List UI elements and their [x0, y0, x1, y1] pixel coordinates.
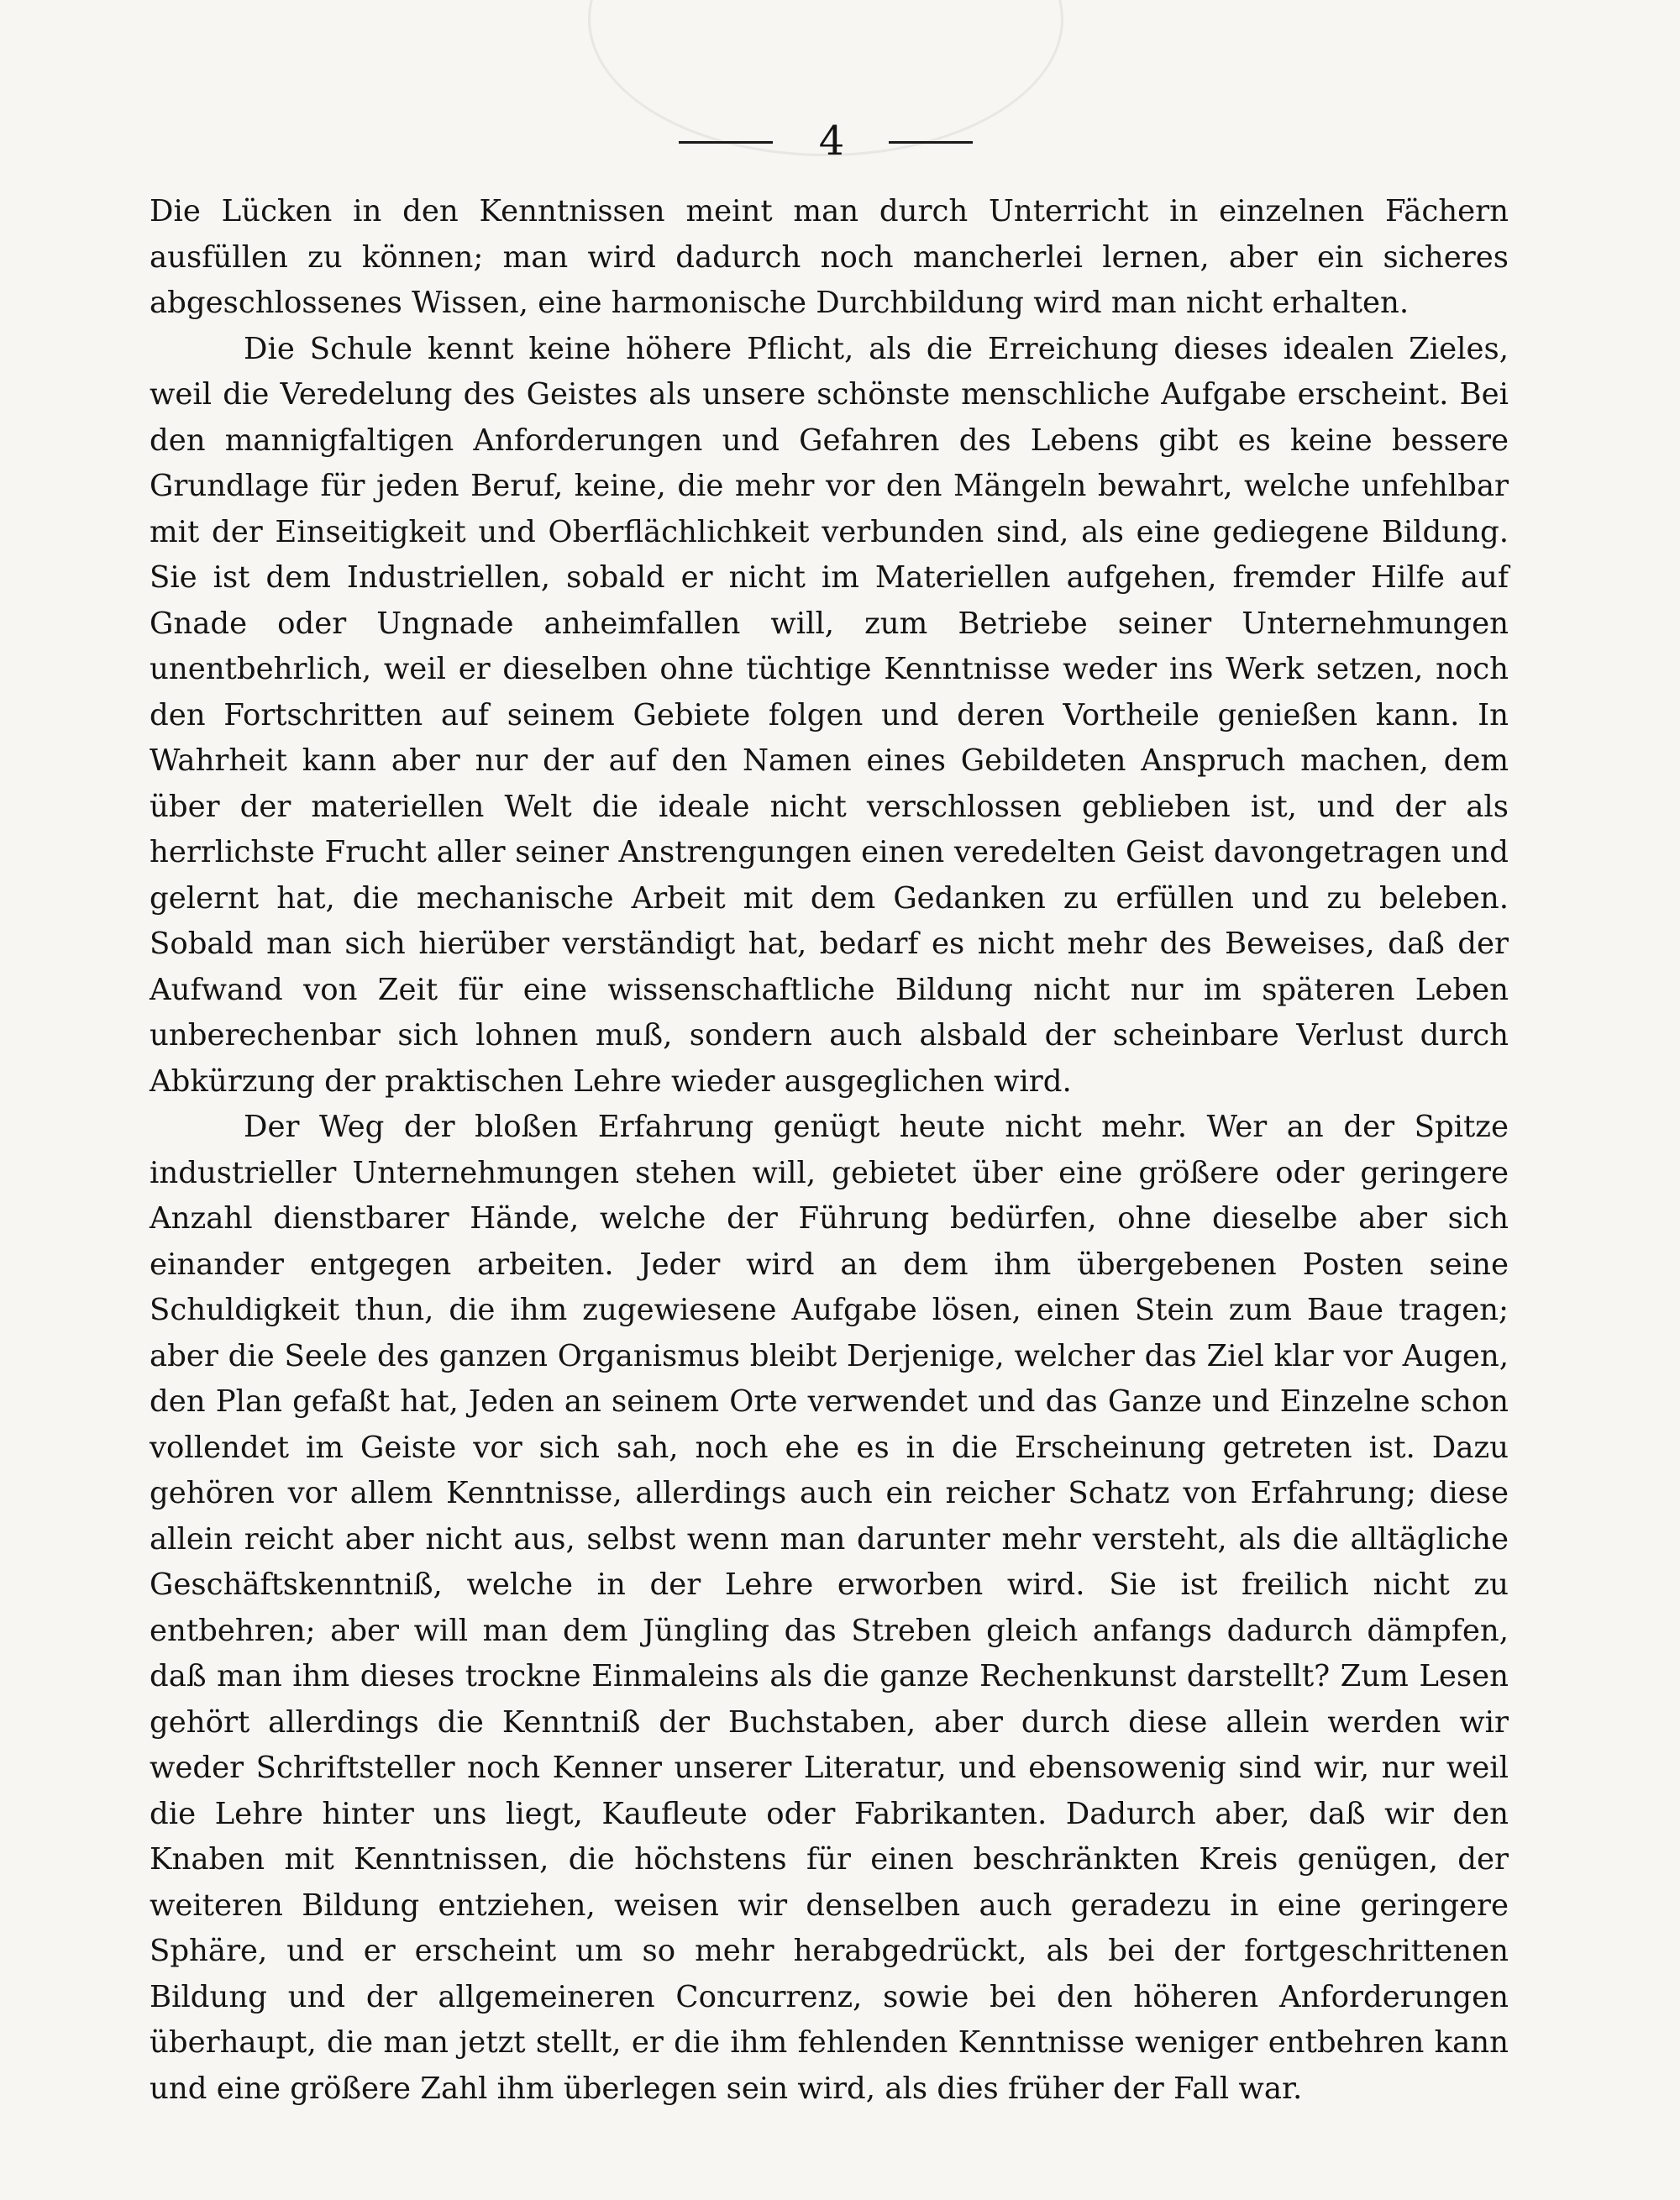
page-header — [0, 116, 1680, 166]
header-rule-left — [679, 141, 773, 144]
page-number: 4 — [818, 118, 845, 165]
paragraph: Die Schule kennt keine höhere Pflicht, als die Erreichung dieses idealen Zieles, weil die Veredelung des Geistes als unsere schönste menschliche Aufgabe erscheint. Bei den mannigfaltigen Anforderungen und Gefahren des Lebens gibt es keine bessere Grundlage für jeden Beruf, keine, die mehr vor den Mängeln bewahrt, welche unfehlbar mit der Einseitigkeit und Oberflächlichkeit verbunden sind, als eine gediegene Bildung. Sie ist dem Industriellen, sobald er nicht im Materiellen aufgehen, fremder Hilfe auf Gnade oder Ungnade anheimfallen will, zum Betriebe seiner Unternehmungen unentbehrlich, weil er dieselben ohne tüchtige Kenntnisse weder ins Werk setzen, noch den Fortschritten auf seinem Gebiete folgen und deren Vortheile genießen kann. In Wahrheit kann aber nur der auf den Namen eines Gebildeten Anspruch machen, dem über der materiellen Welt die ideale nicht verschlossen geblieben ist, und der als herrlichste Frucht aller seiner Anstrengungen einen veredelten Geist davongetragen und gelernt hat, die mechanische Arbeit mit dem Gedanken zu erfüllen und zu beleben. Sobald man sich hierüber verständigt hat, bedarf es nicht mehr des Beweises, daß der Aufwand von Zeit für eine wissenschaftliche Bildung nicht nur im späteren Leben unberechenbar sich lohnen muß, sondern auch alsbald der scheinbare Verlust durch Abkürzung der praktischen Lehre wieder ausgeglichen wird. — [150, 331, 1509, 1099]
header-rule-right — [889, 141, 973, 144]
paragraph: Der Weg der bloßen Erfahrung genügt heute nicht mehr. Wer an der Spitze industrieller Unternehmungen stehen will, gebietet über eine größere oder geringere Anzahl dienstbarer Hände, welche der Führung bedürfen, ohne dieselbe aber sich einander entgegen arbeiten. Jeder wird an dem ihm übergebenen Posten seine Schuldigkeit thun, die ihm zugewiesene Aufgabe lösen, einen Stein zum Baue tragen; aber die Seele des ganzen Organismus bleibt Derjenige, welcher das Ziel klar vor Augen, den Plan gefaßt hat, Jeden an seinem Orte verwendet und das Ganze und Einzelne schon vollendet im Geiste vor sich sah, noch ehe es in die Erscheinung getreten ist. Dazu gehören vor allem Kenntnisse, allerdings auch ein reicher Schatz von Erfahrung; diese allein reicht aber nicht aus, selbst wenn man darunter mehr versteht, als die alltägliche Geschäftskenntniß, welche in der Lehre erworben wird. Sie ist freilich nicht zu entbehren; aber will man dem Jüngling das Streben gleich anfangs dadurch dämpfen, daß man ihm dieses trockne Einmaleins als die ganze Rechenkunst darstellt? Zum Lesen gehört allerdings die Kenntniß der Buchstaben, aber durch diese allein werden wir weder Schriftsteller noch Kenner unserer Literatur, und ebensowenig sind wir, nur weil die Lehre hinter uns liegt, Kaufleute oder Fabrikanten. Dadurch aber, daß wir den Knaben mit Kenntnissen, die höchstens für einen beschränkten Kreis genügen, der weiteren Bildung entziehen, weisen wir denselben auch geradezu in eine geringere Sphäre, und er erscheint um so mehr herabgedrückt, als bei der fortgeschrittenen Bildung und der allgemeineren Concurrenz, sowie bei den höheren Anforderungen überhaupt, die man jetzt stellt, er die ihm fehlenden Kenntnisse weniger entbehren kann und eine größere Zahl ihm überlegen sein wird, als dies früher der Fall war. — [150, 1110, 1509, 2106]
paragraph: Die Lücken in den Kenntnissen meint man durch Unterricht in einzelnen Fächern ausfüllen zu können; man wird dadurch noch mancherlei lernen, aber ein sicheres abgeschlossenes Wissen, eine harmonische Durchbildung wird man nicht erhalten. — [150, 194, 1509, 320]
body-text — [150, 189, 1509, 2112]
